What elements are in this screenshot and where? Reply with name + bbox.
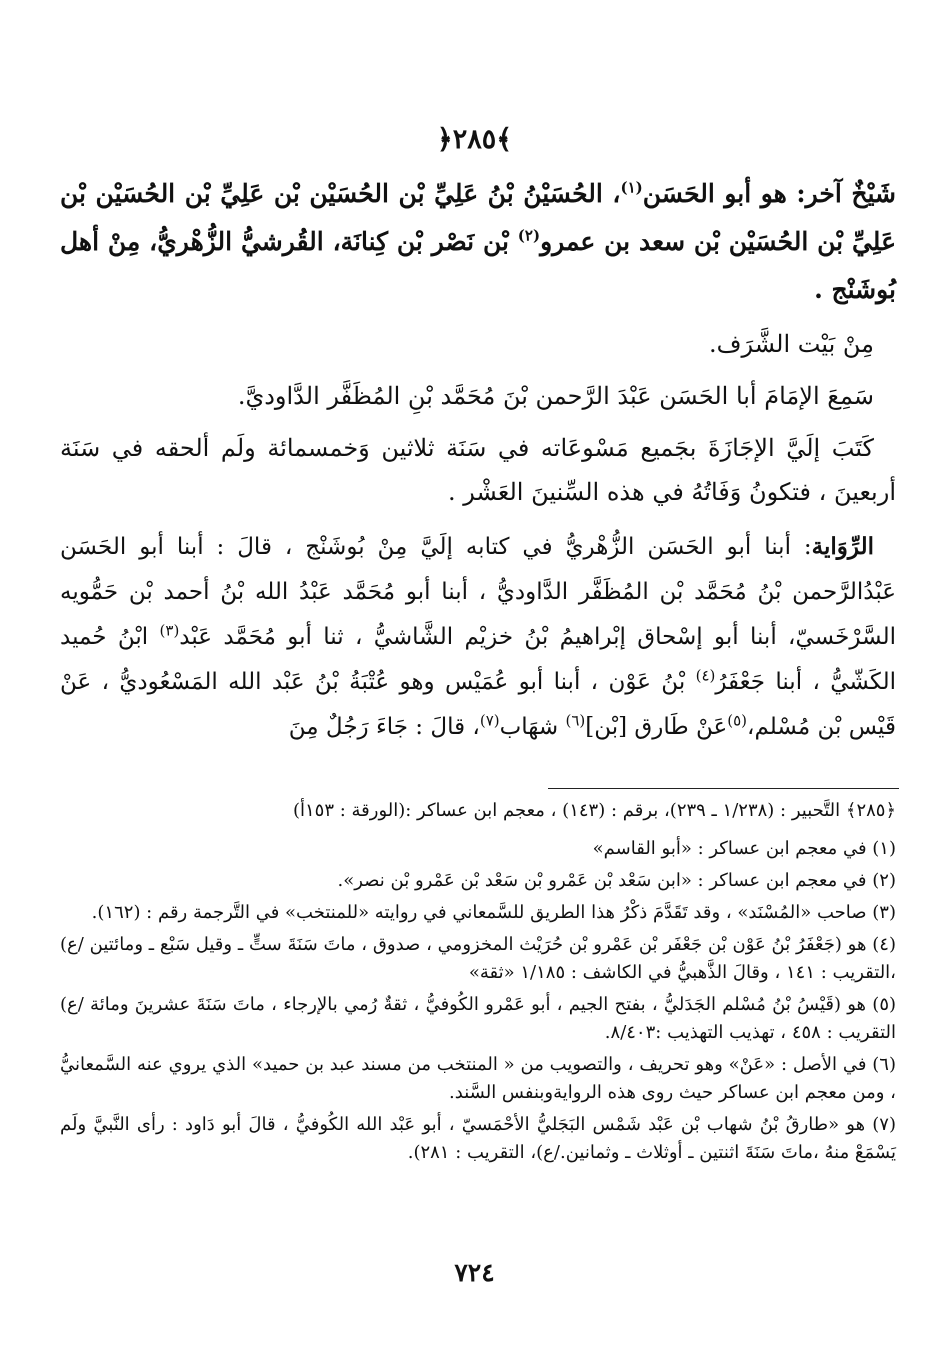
- footnote-ref-7: (٧): [479, 711, 500, 730]
- heading-text-3: بْن نَصْر بْن كِنانَة، القُرشيُّ الزُّهْريُّ، مِنْ أهل بُوشَنْج .: [60, 227, 896, 304]
- footnote-7: (٧) هو «طارقُ بْنُ شهاب بْن عَبْد شَمْس البَجَليُّ الأحْمَسيّ ، أبو عَبْد الله الكُوفيُّ ، قالَ أبو دَاود : رأى النَّبيَّ ولَم يَسْمَعْ منهُ ،ماتَ سَنَةَ اثنتين ـ أوثلاث ـ وثمانين./ع)، التقريب : ٢٨١).: [60, 1114, 896, 1163]
- footnote-ref-4: (٤): [695, 666, 716, 685]
- paragraph-wrote: كَتَبَ إلَيَّ الإجَازَةَ بجَميع مَسْوعَاته في سَنَة ثلاثين وَخمسمائة ولَم ألحقه في سَنَة أربعينَ ، فتكونُ وَفَاتُهُ في هذه السِّنينَ العَشْر .: [60, 434, 896, 506]
- footnote-ref-6: (٦): [565, 711, 586, 730]
- main-text: [60, 170, 896, 750]
- footnotes-section: [60, 797, 896, 1171]
- footnote-ref-2: (٢): [517, 226, 541, 245]
- footnote-1: (١) في معجم ابن عساكر : «أبو القاسم»: [592, 838, 896, 859]
- heading-text: هو أبو الحَسَن: [642, 179, 797, 208]
- narration-paragraph: [60, 524, 896, 750]
- narration-part-3: بْنُ عَوْن ، أبنا أبو عُمَيْس وهو عُتْبَةُ بْنُ عَبْد الله المَسْعُوديُّ ، عَنْ قَيْس بْن مُسْلم،: [60, 669, 896, 740]
- entry-heading: [60, 170, 896, 314]
- footnote-3: (٣) صاحب «المُسْنَد» ، وقد تَقَدَّمَ ذكْرُ هذا الطريق للسَّمعاني في روايته «للمنتخب» في التَّرجمة رقم : (١٦٢).: [91, 902, 896, 923]
- footnote-2: (٢) في معجم ابن عساكر : «ابن سَعْد بْن عَمْرو بْن سَعْد بْن عَمْرو بْن نصر».: [337, 870, 896, 891]
- narration-part-5: شهَاب: [499, 714, 566, 740]
- footnote-ref-1: (١): [620, 178, 643, 197]
- page-number: ٧٢٤: [454, 1258, 495, 1287]
- narration-part-4: عَنْ طَارق [بْن]: [585, 714, 728, 740]
- footnote-4: (٤) هو (جَعْفَرُ بْنُ عَوْن بْن جَعْفَر بْن عَمْرو بْن حُرَيْث المخزومي ، صدوق ، ماتَ سَنَةَ ستٍّ ـ وقيل سَبْع ـ ومائتين /ع) ،التقريب : ١٤١ ، وقالَ الذَّهبيُّ في الكاشف : ١/١٨٥ «ثقة»: [60, 934, 896, 983]
- footnote-ref-5: (٥): [727, 711, 748, 730]
- narration-part-2: ابْنُ حُميد الكَشّيُّ ، أبنا جَعْفَرُ: [60, 624, 897, 695]
- heading-lead: شَيْخٌ آخر:: [796, 179, 897, 208]
- takhrij-note: ﴿٢٨٥﴾ التَّحبير : (١/٢٣٨ ـ ٢٣٩)، برقم : (١٤٣) ، معجم ابن عساكر :(الورقة : ١٥٣أ): [292, 800, 896, 821]
- narration-part-1: : أبنا أبو الحَسَن الزُّهْريُّ في كتابه إلَيَّ مِنْ بُوشَنْج ، قالَ : أبنا أبو الحَسَن عَبْدُالرَّحمن بْنُ مُحَمَّد بْن المُظَفَّر الدَّاوديُّ ، أبنا أبو مُحَمَّد عَبْدُ الله بْنُ أحمد بْن حَمُّويه السَّرْخَسيّ، أبنا أبو إسْحاق إبْراهيمُ بْنُ خزيْم الشَّاشيُّ ، ثنا أبو مُحَمَّد عَبْد: [60, 534, 896, 650]
- heading-text-2: ، الحُسَيْنُ بْنُ عَلِيِّ بْن الحُسَيْن بْن عَلِيِّ بْن الحُسَيْن بْن عَلِيِّ بْن الحُسَيْن بْن سعد بن عمرو: [60, 179, 896, 256]
- paragraph-heard: سَمِعَ الإمَامَ أبا الحَسَن عَبْدَ الرَّحمن بْنَ مُحَمَّد بْنِ المُظَفَّر الدَّاوديَّ.: [237, 382, 874, 410]
- footnote-divider: [548, 788, 899, 789]
- footnote-6: (٦) في الأصل : «عَنْ» وهو تحريف ، والتصويب من « المنتخب من مسند عبد بن حميد» الذي يروي عنه السَّمعانيُّ ، ومن معجم ابن عساكر حيث روى هذه الروايةوبنفس السَّند.: [60, 1054, 896, 1103]
- footnote-ref-3: (٣): [159, 621, 180, 640]
- narration-part-6: ، قالَ : جَاءَ رَجُلٌ مِنَ: [288, 714, 480, 740]
- paragraph-house: مِنْ بَيْت الشَّرَف.: [708, 330, 874, 358]
- footnote-5: (٥) هو (قَيْسُ بْنُ مُسْلم الجَدَليُّ ، بفتح الجيم ، أبو عَمْرو الكُوفيُّ ، ثقةٌ رُمي بالإرجاء ، ماتَ سَنَةَ عشرينَ ومائة /ع) التقريب : ٤٥٨ ، تهذيب التهذيب :٨/٤٠٣.: [60, 994, 897, 1043]
- entry-number: ﴿٢٨٥﴾: [436, 124, 513, 155]
- narration-lead: الرِّوَاية: [811, 533, 874, 560]
